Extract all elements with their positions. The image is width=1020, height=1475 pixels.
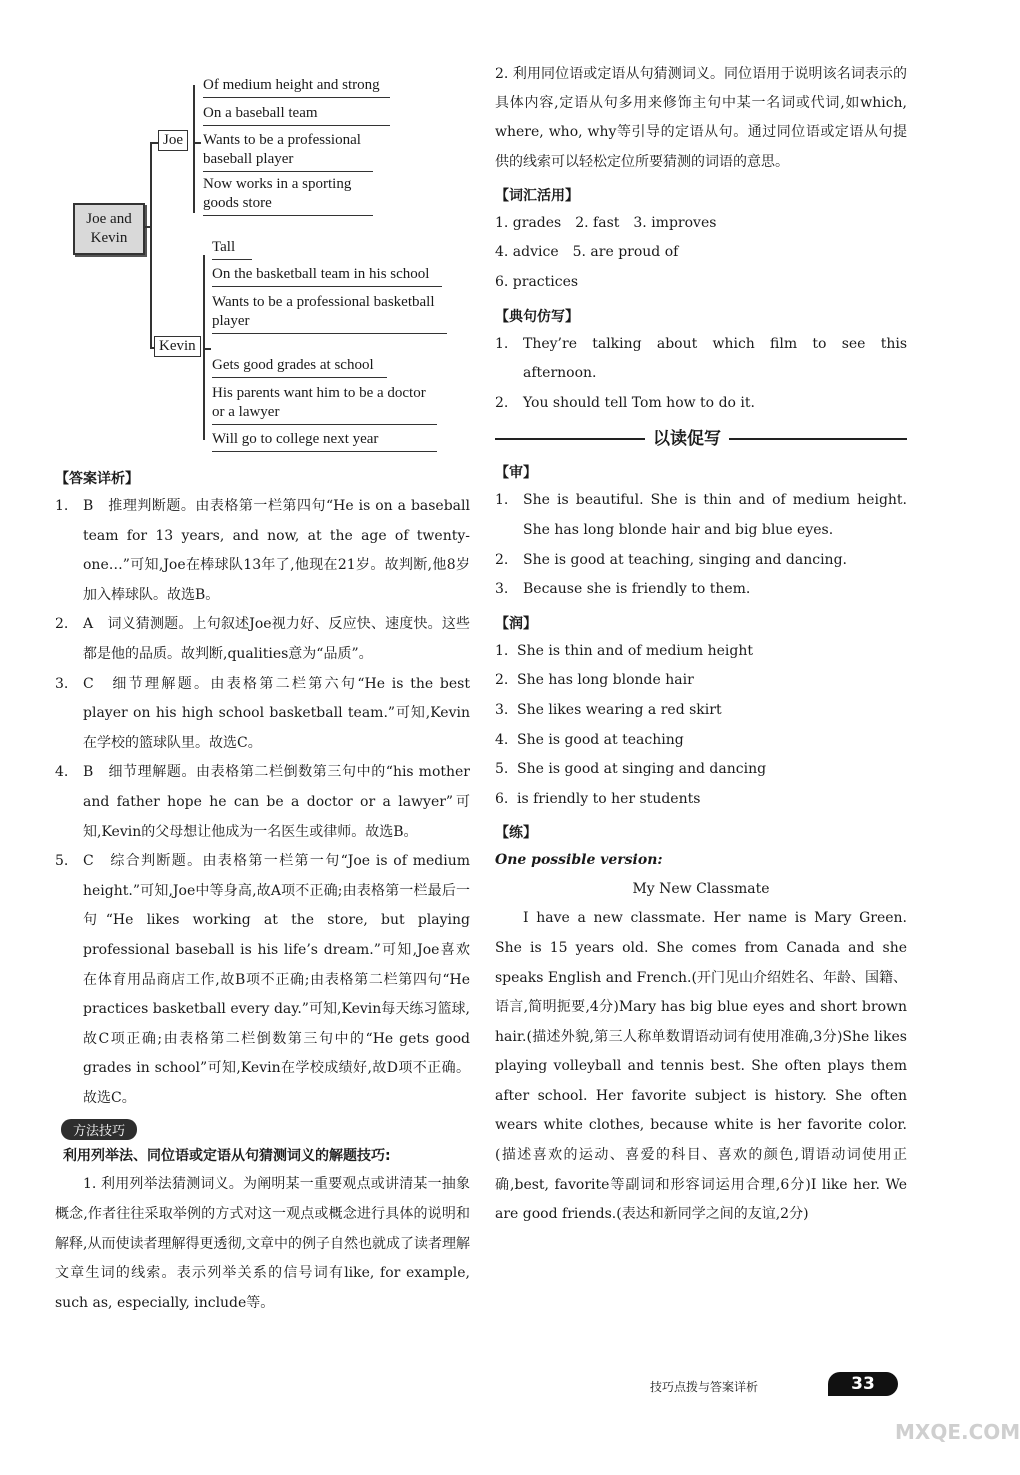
- run-header: 【润】: [495, 615, 537, 632]
- essay-title: My New Classmate: [632, 881, 770, 898]
- essay-body: I have a new classmate. Her name is Mary Green. She is 15 years old. She comes from Canada and she speaks English and French.(开门见山介绍姓名、年龄、国籍、语言,简明扼要,4分)Mary has big blue eyes and short brown hair.(描述外貌,第三人称单数谓语动词有使用准确,3分)She likes playing volleyball and tennis best. She often plays them after school. Her favorite subject is history. She often wears white clothes, because white is her favorite color.(描述喜欢的运动、喜爱的科目、喜欢的颜色,谓语动词使用正确,best, favorite等副词和形容词运用合理,6分)I like her. We are good friends.(表达和新同学之间的友谊,2分): [495, 910, 907, 1223]
- kevin-item: His parents want him to be a doctor or a lawyer: [212, 384, 437, 425]
- joe-item: Now works in a sporting goods store: [203, 175, 373, 216]
- method-p2: 2. 利用同位语或定语从句猜测词义。同位语用于说明该名词表示的具体内容,定语从句多用来修饰主句中某一名词或代词,如which, where, who, why等引导的定语从句。通过同位语或定语从句提供的线索可以轻松定位所要猜测的词语的意思。: [495, 66, 907, 170]
- version-label: One possible version:: [495, 852, 663, 869]
- shen-item: 2. She is good at teaching, singing and dancing.: [495, 551, 847, 568]
- answer-item: 5. C 综合判断题。由表格第一栏第一句“Joe is of medium height.”可知,Joe中等身高,故A项不正确;由表格第一栏最后一句“He likes working at the store, but playing professional baseball is his life’s dream.”可知,Joe喜欢在体育用品商店工作,故B项不正确;由表格第二栏第四句“He practices basketball every day.”可知,Kevin每天练习篮球,故C项正确;由表格第二栏倒数第三句中的“He gets good grades in school”可知,Kevin在学校成绩好,故D项不正确。故选C。: [55, 853, 470, 1106]
- answer-item: 1. B 推理判断题。由表格第一栏第四句“He is on a baseball team for 13 years, and now, at the age of twenty-one…”可知,Joe在棒球队13年了,他现在21岁。故判断,他8岁加入棒球队。故选B。: [55, 498, 470, 603]
- page-number: 33: [828, 1372, 898, 1396]
- kevin-item: Wants to be a professional basketball player: [212, 293, 447, 334]
- joe-item: Of medium height and strong: [203, 76, 390, 98]
- method-paragraph-1: 1. 利用列举法猜测词义。为阐明某一重要观点或讲清某一抽象概念,作者往往采取举例的方式对这一观点或概念进行具体的说明和解释,从而使读者理解得更透彻,文章中的例子自然也就成了读者理解文章生词的线索。表示列举关系的信号词有like, for example, such as, especially, include等。: [55, 1176, 470, 1311]
- joe-item: Wants to be a professional baseball player: [203, 131, 373, 172]
- mind-map: [55, 60, 470, 460]
- joe-item: On a baseball team: [203, 104, 390, 126]
- left-column: [55, 60, 470, 1318]
- run-item: 5. She is good at singing and dancing: [495, 761, 767, 778]
- sentences-header: 【典句仿写】: [495, 308, 579, 325]
- kevin-item: Will go to college next year: [212, 430, 437, 452]
- kevin-node: Kevin: [154, 336, 201, 357]
- right-column: [495, 60, 907, 1230]
- method-paragraph-2: [495, 60, 907, 177]
- shen-header: 【审】: [495, 465, 537, 482]
- answer-item: 4. B 细节理解题。由表格第二栏倒数第三句中的“his mother and father hope he can be a doctor or a lawyer”可知,Kevin的父母想让他成为一名医生或律师。故选B。: [55, 764, 470, 840]
- connector: [193, 85, 195, 213]
- shen-item: 3. Because she is friendly to them.: [495, 581, 751, 598]
- run-item: 6. is friendly to her students: [495, 790, 701, 807]
- vocab-header: 【词汇活用】: [495, 187, 579, 204]
- connector: [150, 142, 158, 144]
- run-item: 4. She is good at teaching: [495, 731, 684, 748]
- vocab-line: 4. advice 5. are proud of: [495, 244, 679, 261]
- joe-node: Joe: [158, 130, 188, 151]
- kevin-item: Tall: [212, 238, 252, 260]
- method-tag: 方法技巧: [61, 1119, 137, 1140]
- section-divider: [495, 424, 907, 454]
- sentence-item: 1. They’re talking about which film to see this afternoon.: [495, 335, 907, 382]
- answer-item: 3. C 细节理解题。由表格第二栏第六句“He is the best player on his high school basketball team.”可知,Kevin在学校的篮球队里。故选C。: [55, 675, 470, 751]
- kevin-item: On the basketball team in his school: [212, 265, 442, 287]
- sentence-item: 2. You should tell Tom how to do it.: [495, 394, 755, 411]
- footer-text: 技巧点拨与答案详析: [650, 1380, 759, 1394]
- connector: [193, 142, 201, 144]
- divider-title: 以读促写: [645, 424, 729, 449]
- run-item: 2. She has long blonde hair: [495, 672, 694, 689]
- method-title: 利用列举法、同位语或定语从句猜测词义的解题技巧:: [63, 1148, 391, 1165]
- answers-header: 【答案详析】: [55, 471, 139, 487]
- answer-item: 2. A 词义猜测题。上句叙述Joe视力好、反应快、速度快。这些都是他的品质。故判断,qualities意为“品质”。: [55, 616, 470, 662]
- watermark: MXQE.COM: [895, 1420, 1020, 1444]
- connector: [203, 348, 211, 350]
- vocab-line: 6. practices: [495, 274, 579, 290]
- connector: [143, 226, 150, 228]
- kevin-item: Gets good grades at school: [212, 356, 387, 378]
- lian-header: 【练】: [495, 825, 537, 842]
- shen-item: 1. She is beautiful. She is thin and of medium height. She has long blonde hair and big blue eyes.: [495, 492, 907, 538]
- connector: [150, 142, 152, 347]
- run-item: 1. She is thin and of medium height: [495, 642, 754, 659]
- run-item: 3. She likes wearing a red skirt: [495, 701, 722, 718]
- vocab-line: 1. grades 2. fast 3. improves: [495, 214, 717, 231]
- mind-map-root: Joe and Kevin: [73, 203, 145, 255]
